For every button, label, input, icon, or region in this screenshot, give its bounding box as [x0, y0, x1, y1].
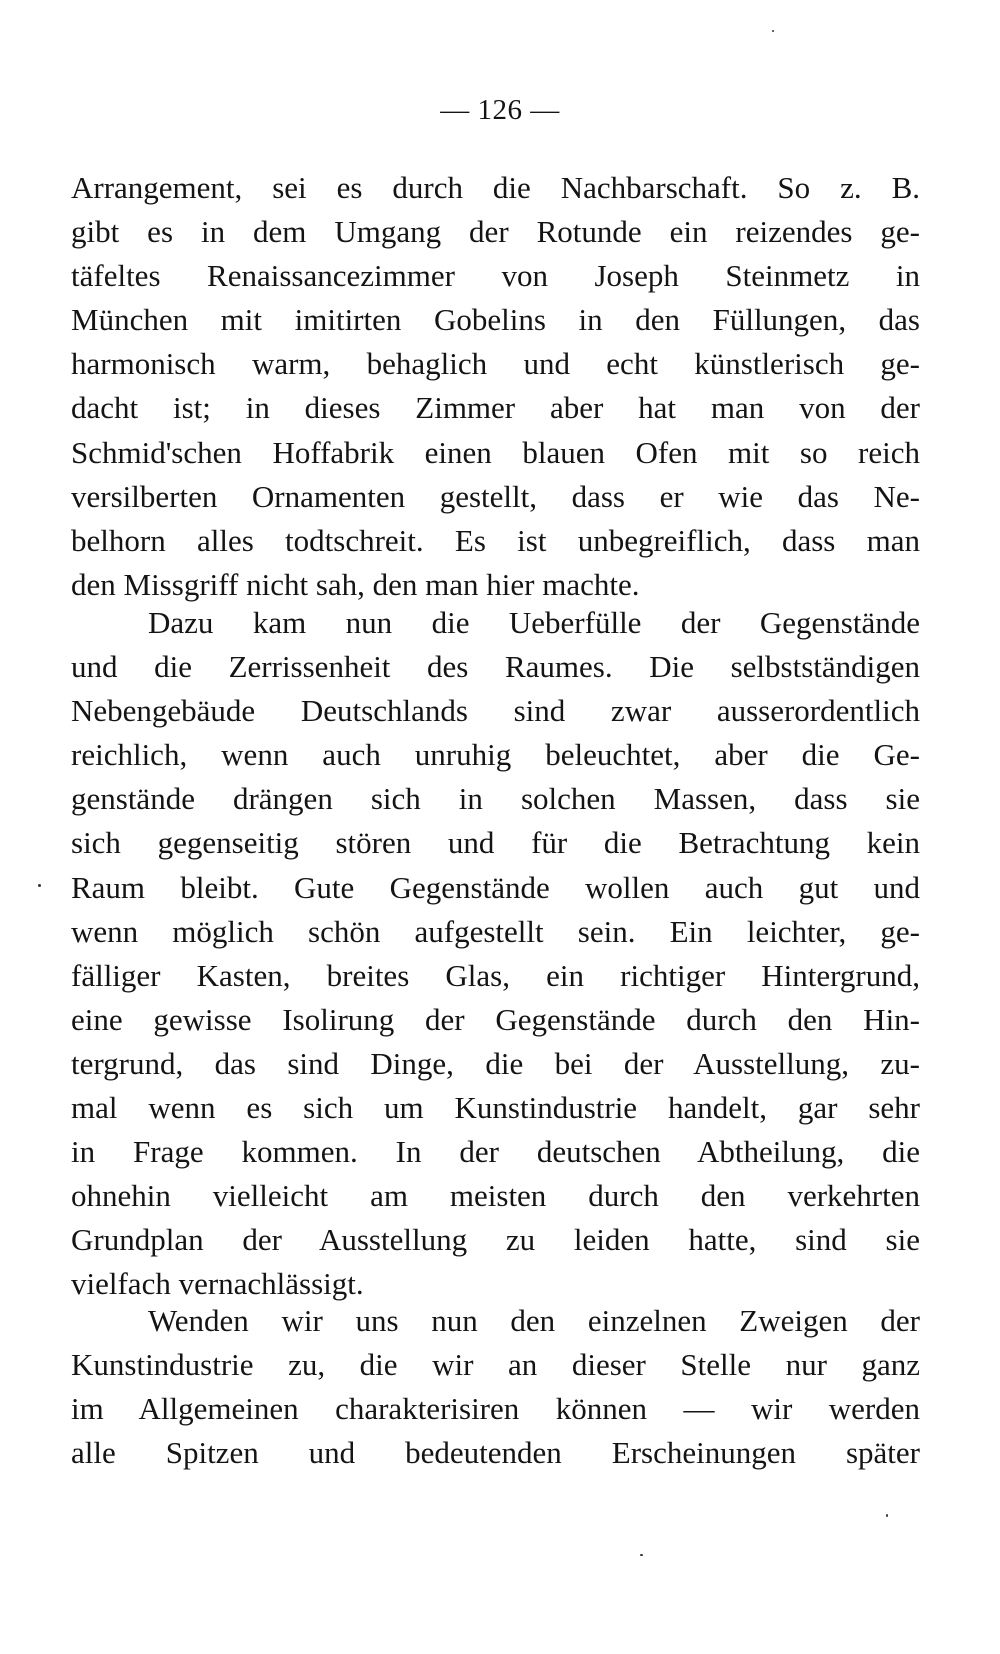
text-line: genstände drängen sich in solchen Massen, dass sie	[71, 781, 920, 817]
text-line: alle Spitzen und bedeutenden Erscheinungen später	[71, 1435, 920, 1471]
text-line: vielfach vernachlässigt.	[71, 1266, 364, 1302]
text-line: im Allgemeinen charakterisiren können — wir werden	[71, 1391, 920, 1427]
text-line: Nebengebäude Deutschlands sind zwar ausserordentlich	[71, 693, 920, 729]
text-line: gibt es in dem Umgang der Rotunde ein reizendes ge-	[71, 214, 920, 250]
paragraph-2	[71, 601, 920, 1307]
text-line: mal wenn es sich um Kunstindustrie handelt, gar sehr	[71, 1090, 920, 1126]
text-line: Grundplan der Ausstellung zu leiden hatte, sind sie	[71, 1222, 920, 1258]
text-line: täfeltes Renaissancezimmer von Joseph Steinmetz in	[71, 258, 920, 294]
print-speck	[772, 30, 774, 32]
text-line: reichlich, wenn auch unruhig beleuchtet, aber die Ge-	[71, 737, 920, 773]
paragraph-1	[71, 166, 920, 607]
text-line: wenn möglich schön aufgestellt sein. Ein leichter, ge-	[71, 913, 920, 949]
text-line: fälliger Kasten, breites Glas, ein richtiger Hintergrund,	[71, 957, 920, 993]
text-line: München mit imitirten Gobelins in den Füllungen, das	[71, 302, 920, 338]
text-line: sich gegenseitig stören und für die Betrachtung kein	[71, 825, 920, 861]
text-line: in Frage kommen. In der deutschen Abtheilung, die	[71, 1134, 920, 1170]
text-line: versilberten Ornamenten gestellt, dass er wie das Ne-	[71, 478, 920, 514]
text-line: belhorn alles todtschreit. Es ist unbegreiflich, dass man	[71, 522, 920, 558]
print-speck	[38, 884, 41, 887]
text-line: tergrund, das sind Dinge, die bei der Ausstellung, zu-	[71, 1045, 920, 1081]
text-line: Schmid'schen Hoffabrik einen blauen Ofen mit so reich	[71, 434, 920, 470]
text-line: ohnehin vielleicht am meisten durch den verkehrten	[71, 1178, 920, 1214]
page-number: — 126 —	[440, 94, 560, 126]
print-speck	[886, 1514, 888, 1517]
text-line: Arrangement, sei es durch die Nachbarschaft. So z. B.	[71, 170, 920, 205]
text-line: harmonisch warm, behaglich und echt künstlerisch ge-	[71, 346, 920, 382]
text-line: Kunstindustrie zu, die wir an dieser Stelle nur ganz	[71, 1347, 920, 1383]
text-line: Raum bleibt. Gute Gegenstände wollen auch gut und	[71, 869, 920, 905]
text-line: Wenden wir uns nun den einzelnen Zweigen der	[148, 1303, 920, 1338]
text-line: dacht ist; in dieses Zimmer aber hat man von der	[71, 390, 920, 426]
text-line: eine gewisse Isolirung der Gegenstände durch den Hin-	[71, 1001, 920, 1037]
paragraph-3	[71, 1299, 920, 1475]
print-speck	[640, 1554, 643, 1556]
text-line: den Missgriff nicht sah, den man hier machte.	[71, 566, 640, 602]
text-line: und die Zerrissenheit des Raumes. Die selbstständigen	[71, 649, 920, 685]
text-line: Dazu kam nun die Ueberfülle der Gegenstände	[148, 605, 920, 640]
